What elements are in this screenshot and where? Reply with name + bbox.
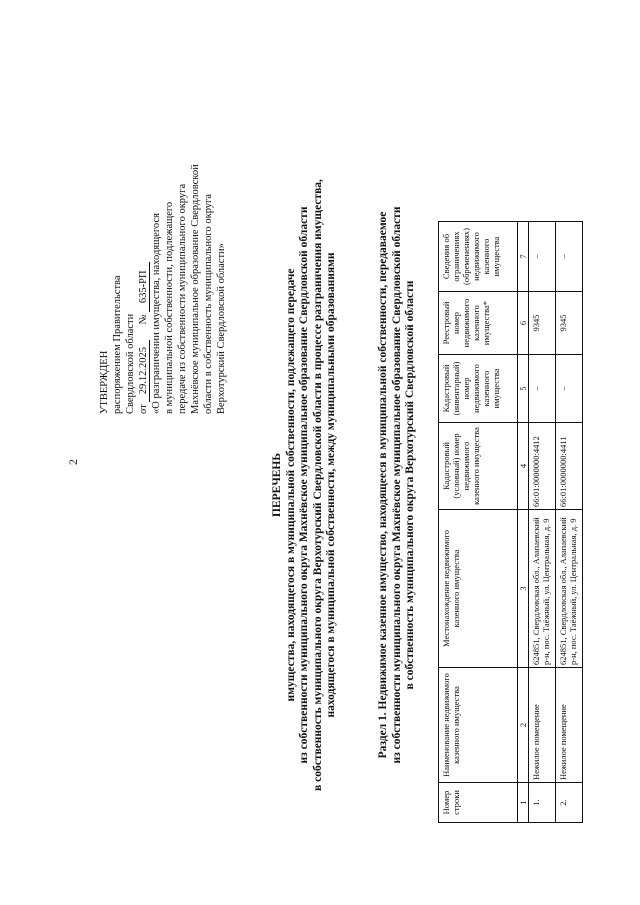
heading-line: находящегося в муниципальной собственности, между муниципальными образованиями xyxy=(325,252,337,718)
header-cell: Сведения об ограничениях (обременениях) недвижимого казенного имущества xyxy=(439,222,518,292)
approval-subject-line: в муниципальной собственности, подлежащего xyxy=(164,201,175,414)
table-row xyxy=(556,222,583,823)
approval-block xyxy=(98,34,228,414)
header-cell: Реестровый номер недвижимого казенного имущества* xyxy=(439,292,518,355)
property-name: Нежилое помещение xyxy=(556,668,583,783)
number-label: № xyxy=(138,314,149,325)
column-number: 4 xyxy=(518,423,529,510)
row-number: 1. xyxy=(529,783,556,823)
heading-line: в собственность муниципального округа Верхотурский Свердловской области в процессе разграничения имущества, xyxy=(311,179,324,791)
table-header-row xyxy=(439,222,518,823)
approval-line: Свердловской области xyxy=(125,313,136,414)
header-cell: Номер строки xyxy=(439,783,518,823)
document-heading xyxy=(271,125,339,845)
inventory-number: – xyxy=(529,355,556,423)
approval-title: УТВЕРЖДЕН xyxy=(99,350,110,414)
column-number: 6 xyxy=(518,292,529,355)
table-column-number-row xyxy=(518,222,529,823)
column-number: 1 xyxy=(518,783,529,823)
cadastral-number: 66:01:0000000:4412 xyxy=(529,423,556,510)
section-line: из собственности муниципального округа Махнёвское муниципальное образование Свердловской области xyxy=(390,206,403,764)
registry-number: 9345 xyxy=(529,292,556,355)
column-number: 7 xyxy=(518,222,529,292)
section-line: в собственность муниципального округа Верхотурский Свердловской области xyxy=(404,280,416,690)
from-label: от xyxy=(138,404,149,414)
encumbrance-info: – xyxy=(556,222,583,292)
approval-subject-line: Верхотурский Свердловской области» xyxy=(216,243,227,414)
header-cell: Местонахождение недвижимого казенного имущества xyxy=(439,510,518,668)
approval-subject-line: передаче из собственности муниципального округа xyxy=(177,183,188,414)
approval-date-line xyxy=(137,34,150,414)
registry-number: 9345 xyxy=(556,292,583,355)
approval-number: 635-РП xyxy=(138,262,150,312)
header-cell: Наименование недвижимого казенного имущества xyxy=(439,668,518,783)
header-cell: Кадастровый (условный) номер недвижимого казенного имущества xyxy=(439,423,518,510)
column-number: 3 xyxy=(518,510,529,668)
property-address: 624851, Свердловская обл., Алапаевский р-н, пос. Таёжный, ул. Центральная, д. 9 xyxy=(529,510,556,668)
section-heading xyxy=(377,125,418,845)
property-table xyxy=(438,221,583,823)
heading-line: из собственности муниципального округа Махнёвское муниципальное образование Свердловской области xyxy=(298,206,310,764)
heading-title: ПЕРЕЧЕНЬ xyxy=(271,453,283,517)
approval-line: распоряжением Правительства xyxy=(112,275,123,414)
property-name: Нежилое помещение xyxy=(529,668,556,783)
column-number: 5 xyxy=(518,355,529,423)
page-number: 2 xyxy=(66,459,80,465)
approval-subject-line: области в собственность муниципального округа xyxy=(203,193,214,414)
row-number: 2. xyxy=(556,783,583,823)
approval-date: 29.12.2025 xyxy=(138,340,150,402)
cadastral-number: 66:01:0000000:4411 xyxy=(556,423,583,510)
encumbrance-info: – xyxy=(529,222,556,292)
approval-subject-line: «О разграничении имущества, находящегося xyxy=(151,213,162,414)
table-row xyxy=(529,222,556,823)
header-cell: Кадастровый (инвентарный) номер недвижимого казенного имущества xyxy=(439,355,518,423)
section-line: Раздел 1. Недвижимое казенное имущество, находящееся в муниципальной собственности, передаваемое xyxy=(377,211,389,759)
column-number: 2 xyxy=(518,668,529,783)
inventory-number: – xyxy=(556,355,583,423)
heading-line: имущества, находящегося в муниципальной собственности, подлежащего передаче xyxy=(284,268,297,702)
approval-subject-line: Махнёвское муниципальное образование Свердловской xyxy=(190,164,201,414)
property-address: 624851, Свердловская обл., Алапаевский р-н, пос. Таёжный, ул. Центральная, д. 9 xyxy=(556,510,583,668)
